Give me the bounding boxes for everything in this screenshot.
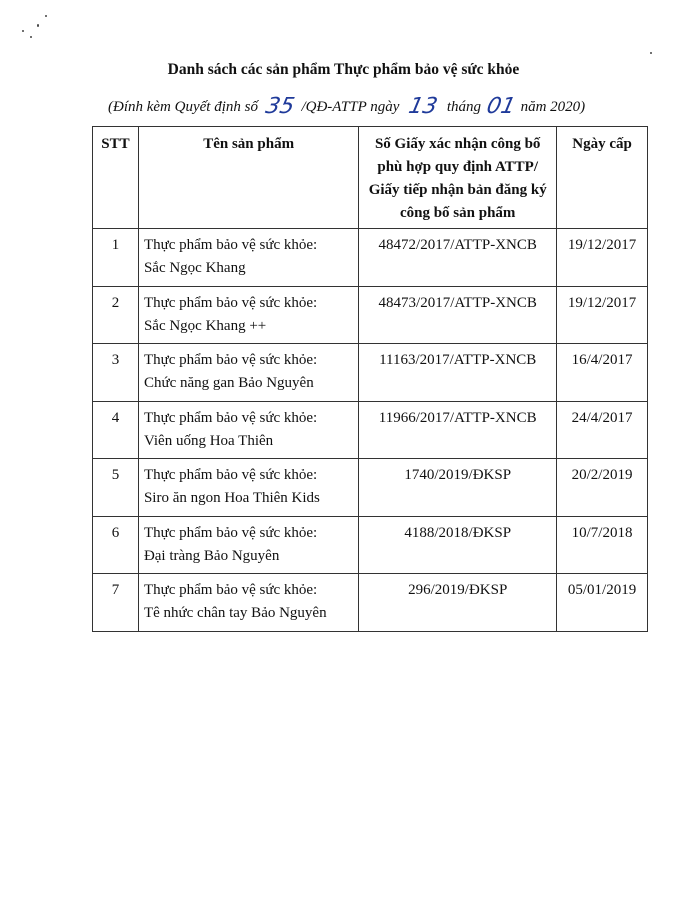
row-product-name (138, 344, 358, 402)
row-product-name (138, 286, 358, 344)
row-certificate: 4188/2018/ĐKSP (359, 516, 557, 574)
table-row (93, 574, 648, 632)
row-issue-date: 19/12/2017 (557, 229, 648, 287)
product-name-line1: Thực phẩm bảo vệ sức khỏe: (143, 352, 318, 368)
product-name-line2: Sắc Ngọc Khang (143, 260, 246, 276)
row-certificate: 11163/2017/ATTP-XNCB (359, 344, 557, 402)
row-product-name (138, 401, 358, 459)
page-title: Danh sách các sản phẩm Thực phẩm bảo vệ sức khỏe (167, 61, 520, 78)
product-name-line2: Đại tràng Bảo Nguyên (143, 547, 280, 564)
page-subtitle (108, 94, 585, 119)
table-row (93, 286, 648, 344)
product-name-line2: Viên uống Hoa Thiên (143, 432, 274, 449)
product-name-line1: Thực phẩm bảo vệ sức khỏe: (143, 467, 318, 483)
scan-speck (37, 24, 39, 27)
row-product-name (138, 229, 358, 287)
row-stt: 4 (93, 401, 139, 459)
product-name-line2: Sắc Ngọc Khang ++ (143, 317, 267, 334)
product-name-line1: Thực phẩm bảo vệ sức khỏe: (143, 237, 318, 253)
subtitle-mid2: tháng (446, 99, 482, 115)
row-product-name (138, 574, 358, 632)
scan-speck (650, 52, 652, 54)
row-certificate: 296/2019/ĐKSP (359, 574, 557, 632)
row-issue-date: 19/12/2017 (557, 286, 648, 344)
row-certificate: 48472/2017/ATTP-XNCB (359, 229, 557, 287)
row-stt: 1 (93, 229, 139, 287)
row-product-name (138, 516, 358, 574)
row-stt: 2 (93, 286, 139, 344)
subtitle-prefix: (Đính kèm Quyết định số (108, 99, 258, 115)
subtitle-suffix: năm 2020) (520, 99, 586, 115)
row-certificate: 1740/2019/ĐKSP (359, 459, 557, 517)
table-row (93, 229, 648, 287)
scan-speck (22, 30, 24, 32)
row-certificate: 48473/2017/ATTP-XNCB (359, 286, 557, 344)
row-stt: 6 (93, 516, 139, 574)
header-issue-date: Ngày cấp (557, 127, 648, 229)
product-name-line1: Thực phẩm bảo vệ sức khỏe: (143, 409, 318, 426)
subtitle-mid1: /QĐ-ATTP ngày (301, 99, 400, 115)
row-issue-date: 24/4/2017 (557, 401, 648, 459)
scan-speck (30, 36, 32, 38)
table-row (93, 344, 648, 402)
row-stt: 3 (93, 344, 139, 402)
row-issue-date: 20/2/2019 (557, 459, 648, 517)
product-name-line1: Thực phẩm bảo vệ sức khỏe: (143, 582, 318, 598)
table-row (93, 516, 648, 574)
row-issue-date: 16/4/2017 (557, 344, 648, 402)
row-issue-date: 10/7/2018 (557, 516, 648, 574)
scan-speck (45, 15, 47, 17)
product-name-line2: Tê nhức chân tay Bảo Nguyên (143, 605, 327, 621)
table-header-row (93, 127, 648, 229)
header-stt: STT (93, 127, 139, 229)
row-product-name (138, 459, 358, 517)
header-certificate: Số Giấy xác nhận công bố phù hợp quy định ATTP/ Giấy tiếp nhận bản đăng ký công bố sản phẩm (359, 127, 557, 229)
row-stt: 5 (93, 459, 139, 517)
header-product-name: Tên sản phẩm (138, 127, 358, 229)
decision-month: 01 (484, 94, 518, 119)
product-table (92, 126, 648, 632)
row-stt: 7 (93, 574, 139, 632)
decision-day: 13 (406, 94, 440, 119)
table-row (93, 401, 648, 459)
row-issue-date: 05/01/2019 (557, 574, 648, 632)
table-row (93, 459, 648, 517)
product-name-line1: Thực phẩm bảo vệ sức khỏe: (143, 524, 318, 541)
product-name-line2: Chức năng gan Bảo Nguyên (143, 375, 314, 391)
product-name-line1: Thực phẩm bảo vệ sức khỏe: (143, 294, 318, 311)
decision-number: 35 (263, 94, 297, 119)
row-certificate: 11966/2017/ATTP-XNCB (359, 401, 557, 459)
product-name-line2: Siro ăn ngon Hoa Thiên Kids (143, 490, 320, 506)
